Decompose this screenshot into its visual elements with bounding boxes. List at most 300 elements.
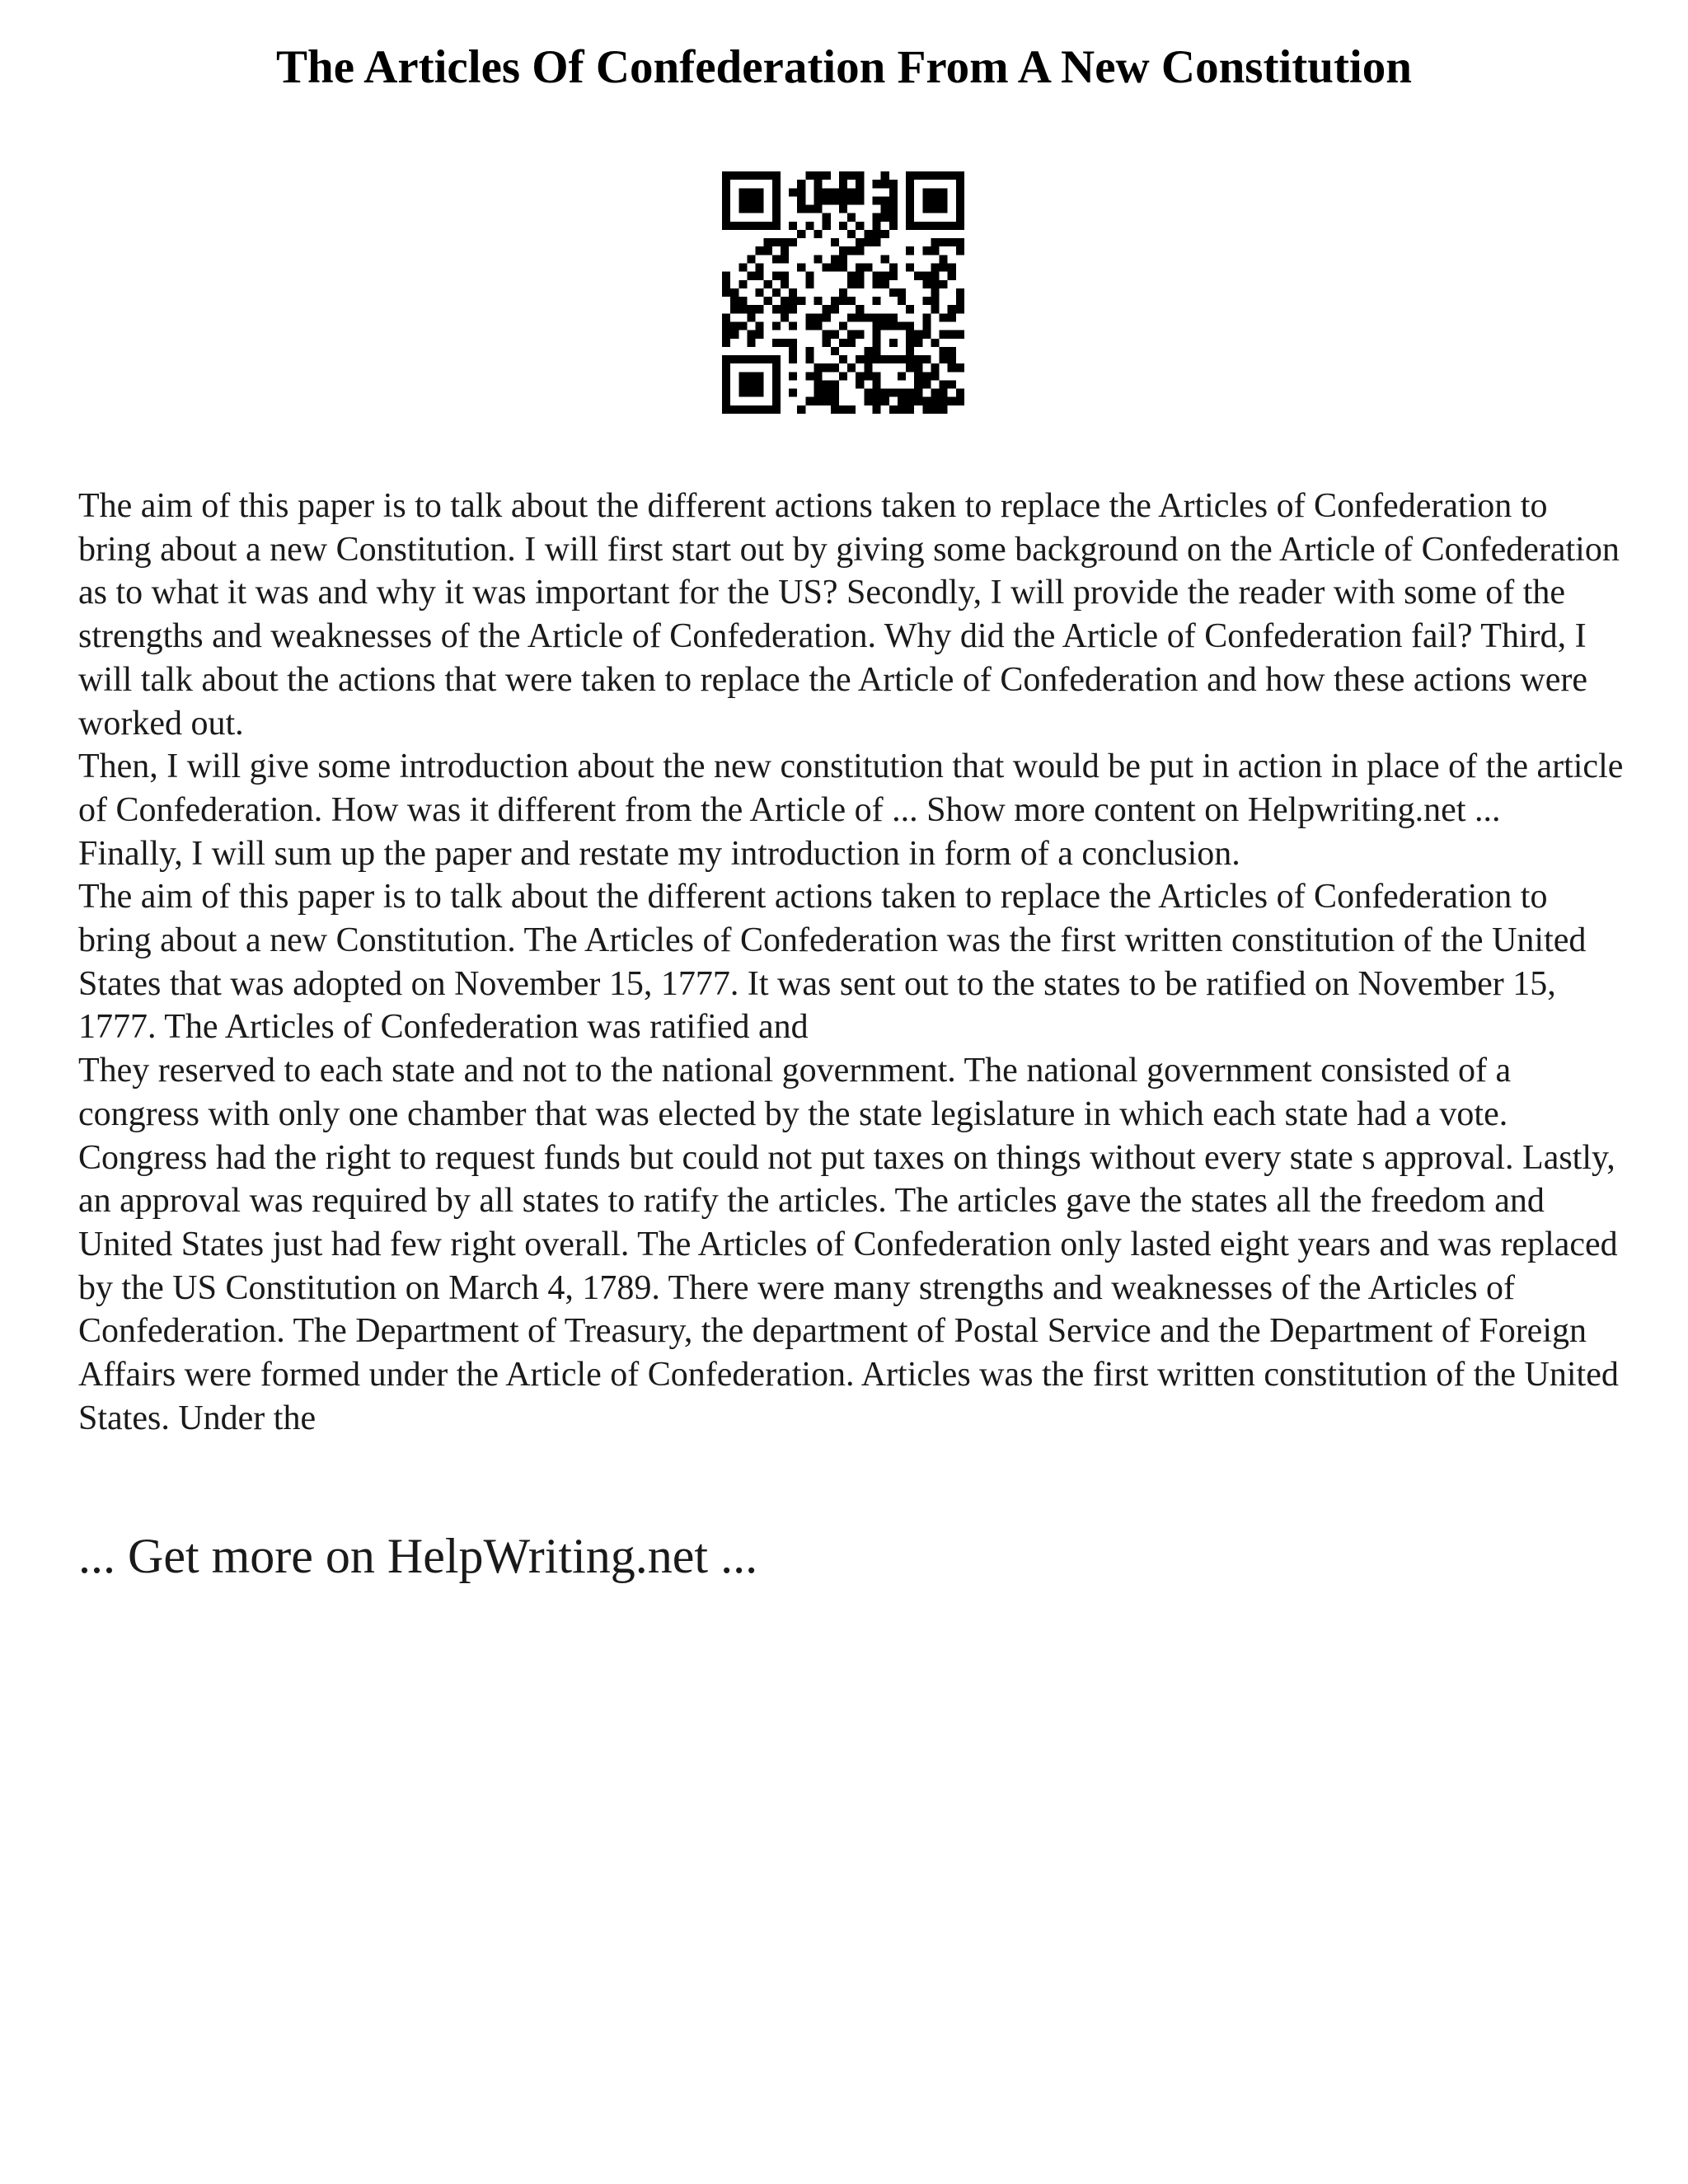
qr-module: [889, 272, 898, 280]
qr-module: [948, 347, 956, 355]
qr-module: [931, 238, 939, 246]
qr-module: [931, 288, 939, 297]
qr-module: [772, 397, 781, 405]
qr-module: [764, 405, 772, 414]
qr-module: [881, 397, 889, 405]
qr-module: [738, 389, 747, 397]
qr-module: [940, 397, 948, 405]
qr-module: [781, 297, 789, 305]
qr-module: [956, 180, 964, 188]
qr-module: [823, 222, 831, 230]
qr-module: [931, 363, 939, 372]
qr-module: [730, 330, 738, 339]
qr-module: [814, 255, 823, 263]
qr-module: [881, 180, 889, 188]
qr-module: [789, 347, 797, 355]
qr-module: [839, 321, 847, 330]
qr-module: [940, 222, 948, 230]
qr-module: [789, 238, 797, 246]
qr-module: [948, 380, 956, 388]
qr-module: [956, 330, 964, 339]
qr-module: [839, 180, 847, 188]
qr-module: [831, 188, 839, 196]
qr-module: [756, 171, 764, 180]
qr-module: [722, 339, 730, 347]
qr-module: [781, 313, 789, 321]
qr-module: [831, 389, 839, 397]
qr-module: [738, 372, 747, 380]
qr-module: [839, 297, 847, 305]
body-paragraph: They reserved to each state and not to the national government. The national government consisted of a congress with only one chamber that was elected by the state legislature in which each state had a vote. Congress had the right to request funds but could not put taxes on things without every state s approval. Lastly, an approval was required by all states to ratify the articles. The articles gave the states all the freedom and United States just had few right overall. The Articles of Confederation only lasted eight years and was replaced by the US Constitution on March 4, 1789. There were many strengths and weaknesses of the Articles of Confederation. The Department of Treasury, the department of Postal Service and the Department of Foreign Affairs were formed under the Article of Confederation. Articles was the first written constitution of the United States. Under the: [78, 1052, 1619, 1437]
qr-module: [940, 205, 948, 213]
qr-module: [856, 188, 864, 196]
qr-module: [898, 297, 906, 305]
body-paragraph: Finally, I will sum up the paper and restate my introduction in form of a conclusion.: [78, 834, 1240, 873]
qr-module: [756, 355, 764, 363]
qr-module: [940, 264, 948, 272]
qr-module: [789, 288, 797, 297]
qr-module: [914, 222, 922, 230]
qr-module: [738, 280, 747, 288]
qr-module: [722, 355, 730, 363]
body-paragraph: Then, I will give some introduction about the new constitution that would be put in action in place of the article of Confederation. How was it different from the Article of ... Show more content on Helpwriting.net ...: [78, 748, 1624, 829]
qr-module: [889, 205, 898, 213]
qr-module: [738, 171, 747, 180]
qr-module: [856, 180, 864, 188]
qr-module: [823, 188, 831, 196]
qr-module: [940, 196, 948, 204]
qr-module: [789, 188, 797, 196]
qr-module: [722, 213, 730, 222]
qr-module: [772, 213, 781, 222]
qr-module: [881, 321, 889, 330]
qr-module: [756, 272, 764, 280]
qr-module: [906, 246, 914, 255]
qr-module: [756, 305, 764, 313]
qr-module: [823, 380, 831, 388]
qr-module: [756, 405, 764, 414]
qr-module: [797, 180, 805, 188]
qr-module: [898, 397, 906, 405]
qr-module: [889, 339, 898, 347]
qr-module: [872, 389, 880, 397]
qr-module: [922, 330, 931, 339]
qr-module: [722, 280, 730, 288]
qr-module: [914, 171, 922, 180]
qr-module: [872, 330, 880, 339]
qr-module: [814, 188, 823, 196]
qr-module: [914, 372, 922, 380]
qr-module: [940, 355, 948, 363]
qr-module: [906, 222, 914, 230]
qr-module: [722, 180, 730, 188]
qr-module: [730, 222, 738, 230]
qr-module: [889, 405, 898, 414]
qr-module: [922, 280, 931, 288]
qr-module: [856, 222, 864, 230]
qr-module: [764, 171, 772, 180]
qr-module: [856, 246, 864, 255]
qr-module: [914, 272, 922, 280]
qr-module: [940, 171, 948, 180]
qr-module: [772, 255, 781, 263]
qr-module: [781, 272, 789, 280]
qr-module: [738, 305, 747, 313]
qr-module: [789, 222, 797, 230]
qr-module: [847, 339, 856, 347]
qr-module: [797, 196, 805, 204]
qr-module: [772, 288, 781, 297]
qr-module: [864, 397, 872, 405]
qr-module: [805, 372, 814, 380]
qr-module: [914, 397, 922, 405]
qr-module: [872, 180, 880, 188]
qr-module: [738, 264, 747, 272]
qr-module: [738, 355, 747, 363]
qr-module: [756, 246, 764, 255]
qr-module: [906, 363, 914, 372]
qr-module: [906, 321, 914, 330]
qr-module: [805, 272, 814, 280]
qr-module: [805, 397, 814, 405]
qr-module: [906, 347, 914, 355]
qr-module: [772, 205, 781, 213]
qr-module: [922, 321, 931, 330]
qr-module: [772, 363, 781, 372]
qr-module: [839, 196, 847, 204]
qr-module: [956, 188, 964, 196]
qr-module: [872, 339, 880, 347]
qr-module: [906, 205, 914, 213]
qr-module: [931, 339, 939, 347]
qr-module: [772, 305, 781, 313]
qr-module: [940, 389, 948, 397]
qr-module: [956, 389, 964, 397]
qr-module: [730, 288, 738, 297]
qr-module: [906, 405, 914, 414]
qr-module: [772, 222, 781, 230]
qr-module: [747, 305, 755, 313]
qr-module: [940, 280, 948, 288]
qr-module: [889, 222, 898, 230]
qr-module: [922, 246, 931, 255]
qr-module: [872, 405, 880, 414]
qr-module: [940, 188, 948, 196]
qr-module: [931, 246, 939, 255]
qr-module: [756, 222, 764, 230]
qr-module: [781, 238, 789, 246]
qr-module: [814, 380, 823, 388]
qr-module: [956, 205, 964, 213]
qr-module: [889, 196, 898, 204]
qr-module: [847, 213, 856, 222]
qr-module: [847, 272, 856, 280]
qr-module: [730, 321, 738, 330]
qr-module: [847, 405, 856, 414]
qr-module: [789, 372, 797, 380]
qr-module: [772, 389, 781, 397]
qr-module: [839, 255, 847, 263]
qr-module: [797, 205, 805, 213]
qr-module: [831, 380, 839, 388]
qr-module: [948, 272, 956, 280]
qr-module: [847, 313, 856, 321]
qr-module: [856, 313, 864, 321]
qr-module: [940, 347, 948, 355]
qr-module: [940, 313, 948, 321]
qr-module: [956, 305, 964, 313]
qr-module: [839, 288, 847, 297]
qr-module: [948, 330, 956, 339]
qr-module: [772, 180, 781, 188]
qr-module: [722, 171, 730, 180]
qr-module: [931, 389, 939, 397]
qr-module: [956, 363, 964, 372]
qr-module: [872, 347, 880, 355]
qr-module: [831, 363, 839, 372]
qr-module: [847, 280, 856, 288]
qr-module: [931, 222, 939, 230]
qr-module: [872, 321, 880, 330]
qr-module: [898, 321, 906, 330]
qr-module: [831, 347, 839, 355]
qr-module: [864, 238, 872, 246]
qr-module: [772, 339, 781, 347]
qr-module: [805, 171, 814, 180]
qr-module: [823, 171, 831, 180]
qr-module: [722, 330, 730, 339]
qr-module: [948, 264, 956, 272]
qr-module: [738, 297, 747, 305]
qr-module: [881, 272, 889, 280]
qr-module: [738, 188, 747, 196]
qr-module: [872, 397, 880, 405]
qr-module: [864, 347, 872, 355]
qr-module: [847, 363, 856, 372]
qr-module: [805, 205, 814, 213]
qr-module: [722, 380, 730, 388]
qr-module: [881, 355, 889, 363]
qr-module: [881, 205, 889, 213]
qr-module: [738, 321, 747, 330]
qr-module: [914, 389, 922, 397]
qr-module: [831, 297, 839, 305]
qr-module: [772, 355, 781, 363]
qr-module: [889, 313, 898, 321]
qr-module: [831, 305, 839, 313]
qr-module: [747, 405, 755, 414]
get-more-link[interactable]: ... Get more on HelpWriting.net ...: [78, 1529, 758, 1583]
qr-module: [889, 213, 898, 222]
qr-module: [764, 238, 772, 246]
qr-module: [948, 355, 956, 363]
qr-module: [831, 196, 839, 204]
qr-module: [730, 405, 738, 414]
qr-module: [922, 196, 931, 204]
qr-module: [922, 272, 931, 280]
qr-module: [814, 313, 823, 321]
qr-module: [831, 397, 839, 405]
qr-module: [823, 330, 831, 339]
qr-module: [797, 297, 805, 305]
qr-module: [931, 280, 939, 288]
qr-module: [956, 238, 964, 246]
qr-module: [747, 330, 755, 339]
qr-module: [747, 196, 755, 204]
qr-module: [922, 405, 931, 414]
qr-module: [814, 363, 823, 372]
qr-module: [781, 280, 789, 288]
qr-module: [722, 313, 730, 321]
qr-module: [940, 330, 948, 339]
qr-module: [931, 196, 939, 204]
qr-module: [856, 272, 864, 280]
qr-code-icon: [722, 171, 964, 414]
qr-module: [747, 339, 755, 347]
qr-module: [730, 297, 738, 305]
qr-module: [823, 264, 831, 272]
qr-module: [948, 397, 956, 405]
qr-module: [898, 355, 906, 363]
qr-module: [814, 171, 823, 180]
qr-module: [789, 389, 797, 397]
qr-module: [956, 246, 964, 255]
qr-module: [864, 355, 872, 363]
qr-module: [805, 347, 814, 355]
qr-module: [956, 171, 964, 180]
qr-module: [856, 372, 864, 380]
qr-module: [756, 196, 764, 204]
qr-module: [789, 297, 797, 305]
qr-module: [864, 313, 872, 321]
qr-module: [948, 313, 956, 321]
qr-module: [931, 264, 939, 272]
qr-module: [823, 305, 831, 313]
qr-module: [856, 355, 864, 363]
qr-module: [864, 363, 872, 372]
qr-module: [839, 188, 847, 196]
qr-module: [814, 389, 823, 397]
qr-module: [898, 405, 906, 414]
qr-module: [914, 355, 922, 363]
qr-module: [940, 238, 948, 246]
qr-module: [872, 297, 880, 305]
qr-module: [814, 196, 823, 204]
qr-module: [906, 213, 914, 222]
qr-module: [881, 313, 889, 321]
qr-module: [839, 222, 847, 230]
qr-module: [906, 355, 914, 363]
qr-module: [856, 238, 864, 246]
qr-module: [722, 196, 730, 204]
qr-module: [931, 188, 939, 196]
qr-module: [906, 171, 914, 180]
qr-module: [747, 372, 755, 380]
qr-module: [914, 330, 922, 339]
qr-module: [906, 339, 914, 347]
qr-module: [906, 397, 914, 405]
qr-module: [722, 389, 730, 397]
qr-module: [839, 405, 847, 414]
qr-module: [747, 171, 755, 180]
qr-module: [831, 405, 839, 414]
qr-module: [764, 246, 772, 255]
qr-module: [922, 205, 931, 213]
qr-module: [772, 188, 781, 196]
qr-module: [856, 196, 864, 204]
qr-module: [864, 372, 872, 380]
qr-module: [764, 355, 772, 363]
qr-module: [914, 339, 922, 347]
qr-module: [847, 188, 856, 196]
qr-module: [956, 288, 964, 297]
qr-module: [847, 230, 856, 238]
qr-module: [805, 222, 814, 230]
qr-module: [747, 389, 755, 397]
qr-module: [764, 297, 772, 305]
qr-module: [747, 205, 755, 213]
qr-module: [756, 330, 764, 339]
qr-module: [956, 297, 964, 305]
qr-module: [797, 188, 805, 196]
qr-module: [956, 222, 964, 230]
qr-module: [881, 280, 889, 288]
qr-module: [814, 372, 823, 380]
qr-module: [789, 305, 797, 313]
qr-module: [931, 297, 939, 305]
qr-module: [722, 363, 730, 372]
qr-module: [747, 380, 755, 388]
qr-module: [797, 264, 805, 272]
qr-module: [839, 355, 847, 363]
qr-module: [914, 380, 922, 388]
qr-module: [831, 255, 839, 263]
qr-module: [814, 297, 823, 305]
qr-module: [847, 297, 856, 305]
qr-module: [756, 372, 764, 380]
qr-module: [864, 230, 872, 238]
qr-module: [823, 389, 831, 397]
qr-module: [948, 171, 956, 180]
qr-module: [756, 321, 764, 330]
qr-module: [889, 288, 898, 297]
qr-module: [906, 188, 914, 196]
qr-module: [948, 238, 956, 246]
qr-module: [940, 380, 948, 388]
qr-module: [738, 405, 747, 414]
qr-module: [772, 321, 781, 330]
qr-module: [872, 213, 880, 222]
qr-module: [756, 380, 764, 388]
qr-module: [756, 188, 764, 196]
qr-module: [831, 264, 839, 272]
qr-module: [747, 255, 755, 263]
qr-module: [730, 305, 738, 313]
qr-module: [722, 288, 730, 297]
qr-module: [940, 405, 948, 414]
qr-module: [889, 389, 898, 397]
qr-module: [906, 180, 914, 188]
document-title: The Articles Of Confederation From A New Constitution: [276, 41, 1412, 93]
qr-module: [839, 246, 847, 255]
qr-module: [781, 339, 789, 347]
body-paragraph: The aim of this paper is to talk about the different actions taken to replace the Articles of Confederation to bring about a new Constitution. The Articles of Confederation was the first written constitution of the United States that was adopted on November 15, 1777. It was sent out to the states to be ratified on November 15, 1777. The Articles of Confederation was ratified and: [78, 878, 1587, 1047]
qr-module: [864, 264, 872, 272]
qr-module: [948, 305, 956, 313]
qr-module: [922, 297, 931, 305]
qr-module: [831, 330, 839, 339]
qr-module: [797, 230, 805, 238]
